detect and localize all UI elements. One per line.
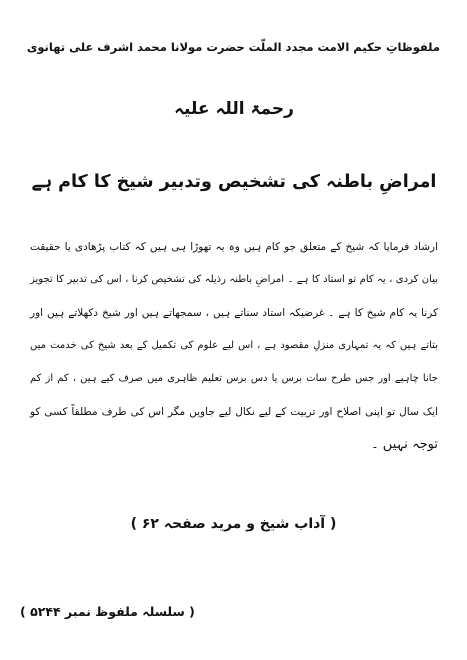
body-line-3: کرنا یہ کام شیخ کا ہے ۔ غرضیکہ استاد سناتے ہیں ، سمجھاتے ہیں اور شیخ دکھلاتے ہیں اور (30, 307, 438, 319)
body-line-2: بیان کردی ، یہ کام تو استاد کا ہے ۔ امراضِ باطنہ رذیلہ کی تشخیص کرنا ، اس کی تدبیر کا تجویز (30, 274, 438, 285)
body-line-6: ایک سال تو اپنی اصلاح اور تربیت کے لیے نکال لیے جاویں مگر اس کی طرف مطلقاً کسی کو (30, 406, 438, 418)
serial-number: ( سلسلہ ملفوظ نمبر ۵۲۴۴ ) (20, 604, 195, 619)
body-line-7: توجہ نہیں ۔ (371, 437, 438, 452)
body-line-5: جانا چاہیے اور جس طرح سات برس یا دس برس تعلیم ظاہری میں صرف کیے ہیں ، کم از کم (30, 373, 438, 384)
title-line-1: ملفوظاتِ حکیم الامت مجدد الملّت حضرت مولانا محمد اشرف علی تھانوی (26, 40, 440, 54)
source-reference: ( آداب شیخ و مرید صفحہ ۶۲ ) (130, 516, 337, 532)
title-line-2: رحمۃ اللہ علیہ (174, 99, 294, 119)
body-line-4: بتاتے ہیں کہ یہ تمہاری منزلِ مقصود ہے ، اس لیے علوم کی تکمیل کے بعد شیخ کی خدمت میں (30, 340, 438, 351)
article-heading: امراضِ باطنہ کی تشخیص وتدبیر شیخ کا کام ہے (31, 172, 437, 192)
body-line-1: ارشاد فرمایا کہ شیخ کے متعلق جو کام ہیں وہ یہ تھوڑا ہی ہیں کہ کتاب پڑھادی یا حقیقت (30, 241, 438, 253)
